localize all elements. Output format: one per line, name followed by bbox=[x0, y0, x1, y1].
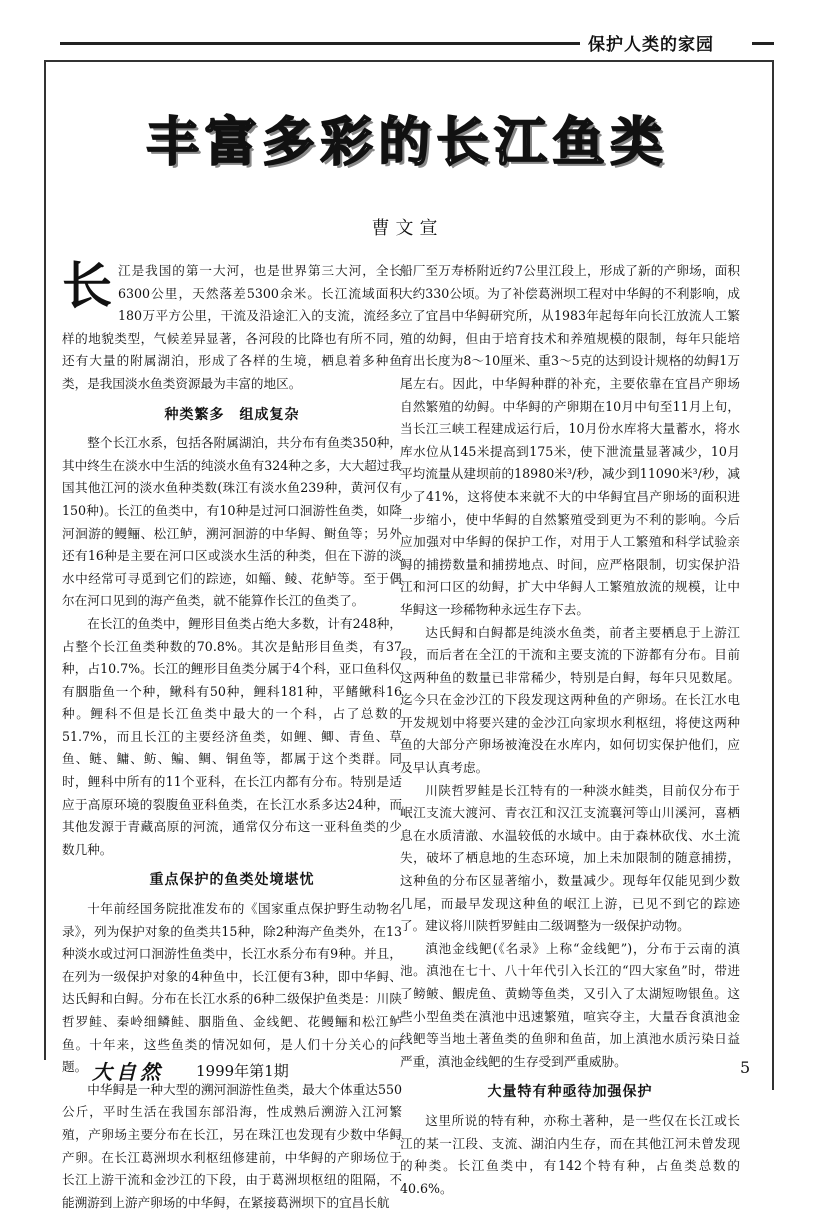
intro-paragraph bbox=[62, 256, 402, 396]
page-number: 5 bbox=[740, 1058, 751, 1077]
intro-text: 江是我国的第一大河，也是世界第三大河，全长6300公里，天然落差5300余米。长江流域面积180万平方公里，干流及沿途汇入的支流，流经多样的地貌类型，气候差异显著，各河段的比降也有所不同，还有大量的附属湖泊，形成了各样的生境，栖息着多种鱼类，是我国淡水鱼类资源最为丰富的地区。 bbox=[62, 263, 402, 391]
right-column bbox=[400, 260, 740, 1200]
section-tag: 保护人类的家园 bbox=[588, 35, 714, 55]
section-heading-1: 种类繁多 组成复杂 bbox=[164, 406, 300, 423]
issue-label: 1999年第1期 bbox=[196, 1062, 289, 1080]
section-heading-2: 重点保护的鱼类处境堪忧 bbox=[149, 872, 315, 889]
body-paragraph-continued bbox=[400, 260, 740, 622]
sturgeon-paragraph-start: 中华鲟是一种大型的溯河洄游性鱼类，最大个体重达550公斤，平时生活在我国东部沿海，性成熟后溯游入江河繁殖，产卵场主要分布在长江，另在珠江也发现有少数中华鲟产卵。在长江葛洲坝水利枢纽修建前，中华鲟的产卵场位于长江上游干流和金沙江的下段，由于葛洲坝枢纽的阻隔，不能溯游到上游产卵场的中华鲟，在紧接葛洲坝下的宜昌长航 bbox=[62, 1081, 402, 1210]
sturgeon-paragraph-end: 船厂至万寿桥附近约7公里江段上，形成了新的产卵场，面积大约330公顷。为了补偿葛洲坝工程对中华鲟的不利影响，成立了宜昌中华鲟研究所，从1983年起每年向长江放流人工繁殖的幼鲟，但由于培育技术和养殖规模的限制，每年只能培育出长度为8～10厘米、重3～5克的达到设计规格的幼鲟1万尾左右。因此，中华鲟种群的补充，主要依靠在宜昌产卵场自然繁殖的幼鲟。中华鲟的产卵期在10月中旬至11月上旬，当长江三峡工程建成运行后，10月份水库将大量蓄水，将水库水位从145米提高到175米，使下泄流量显著减少，10月平均流量从建坝前的18980米³/秒，减少到11090米³/秒，减少了41%，这将使本来就不大的中华鲟宜昌产卵场的面积进一步缩小，使中华鲟的自然繁殖受到更为不利的影响。今后应加强对中华鲟的保护工作，对用于人工繁殖和科学试验亲鲟的捕捞数量和捕捞地点、时间，应严格限制，切实保护沿江和河口区的幼鲟，扩大中华鲟人工繁殖放流的规模，让中华鲟这一珍稀物种永远生存下去。 bbox=[400, 263, 740, 617]
body-paragraph: 整个长江水系，包括各附属湖泊，共分布有鱼类350种，其中终生在淡水中生活的纯淡水鱼有324种之多，大大超过我国其他江河的淡水鱼种类数(珠江有淡水鱼239种，黄河仅有150种)。长江的鱼类中，有10种是过河口洄游性鱼类，如降河洄游的鳗鲡、松江鲈，溯河洄游的中华鲟、鲥鱼等；另外还有16种是主要在河口区或淡水生活的种类，但在下游的淡水中经常可寻觅到它们的踪迹，如鲻、鲮、花鲈等。至于偶尔在河口见到的海产鱼类，就不能算作长江的鱼类了。 bbox=[62, 435, 402, 609]
body-paragraph: 川陕哲罗鲑是长江特有的一种淡水鲑类，目前仅分布于岷江支流大渡河、青衣江和汉江支流襄河等山川溪河，喜栖息在水质清澈、水温较低的水域中。由于森林砍伐、水土流失，破坏了栖息地的生态环境，加上未加限制的随意捕捞，这种鱼的分布区显著缩小，数量减少。现每年仅能见到少数几尾，而最早发现这种鱼的岷江上游，已见不到它的踪迹了。建议将川陕哲罗鲑由二级调整为一级保护动物。 bbox=[400, 782, 740, 934]
body-paragraph: 这里所说的特有种，亦称土著种，是一些仅在长江或长江的某一江段、支流、湖泊内生存，而在其他江河未曾发现的种类。长江鱼类中，有142个特有种，占鱼类总数的40.6%。 bbox=[400, 1112, 740, 1196]
article-author: 曹文宣 bbox=[371, 218, 444, 239]
frame-left bbox=[44, 60, 46, 1060]
article-title: 丰富多彩的长江鱼类 bbox=[146, 113, 669, 173]
body-paragraph: 十年前经国务院批准发布的《国家重点保护野生动物名录》，列为保护对象的鱼类共15种，除2种海产鱼类外，在13种淡水或过河口洄游性鱼类中，长江水系分布有9种。并且，在列为一级保护对象的4种鱼中，长江便有3种，即中华鲟、达氏鲟和白鲟。分布在长江水系的6种二级保护鱼类是：川陕哲罗鲑、秦岭细鳞鲑、胭脂鱼、金线鲃、花鳗鲡和松江鲈鱼。十年来，这些鱼类的情况如何，是人们十分关心的问题。 bbox=[62, 901, 402, 1075]
section-heading-3: 大量特有种亟待加强保护 bbox=[487, 1084, 653, 1101]
body-paragraph bbox=[62, 1079, 402, 1214]
body-paragraph: 达氏鲟和白鲟都是纯淡水鱼类，前者主要栖息于上游江段，而后者在全江的干流和主要支流的下游都有分布。目前这两种鱼的数量已非常稀少，特别是白鲟，每年只见数尾。迄今只在金沙江的下段发现这两种鱼的产卵场。在长江水电开发规划中将要兴建的金沙江向家坝水利枢纽，将使这两种鱼的大部分产卵场被淹没在水库内，如何切实保护他们，应及早认真考虑。 bbox=[400, 624, 740, 776]
drop-cap: 长 bbox=[62, 256, 112, 315]
header-rule-end bbox=[752, 42, 774, 45]
frame-top bbox=[44, 60, 774, 62]
header-rule bbox=[60, 42, 580, 45]
magazine-name: 大自然 bbox=[92, 1060, 164, 1084]
body-paragraph: 在长江的鱼类中，鲤形目鱼类占绝大多数，计有248种，占整个长江鱼类种数的70.8%。其次是鲇形目鱼类，有37种，占10.7%。长江的鲤形目鱼类分属于4个科，亚口鱼科仅有胭脂鱼一个种，鳅科有50种，鲤科181种，平鳍鳅科16种。鲤科不但是长江鱼类中最大的一个科，占了总数的51.7%，而且长江的主要经济鱼类，如鲤、鲫、青鱼、草鱼、鲢、鳙、鲂、鳊、鲷、铜鱼等，都属于这个类群。同时，鲤科中所有的11个亚科，在长江内都有分布。特别是适应于高原环境的裂腹鱼亚科鱼类，在长江水系多达24种，而其他发源于青藏高原的河流，通常仅分布这一亚科鱼类的少数几种。 bbox=[62, 615, 402, 857]
body-paragraph: 滇池金线鲃(《名录》上称“金线鲃”)，分布于云南的滇池。滇池在七十、八十年代引入长江的“四大家鱼”时，带进了鳑鲏、鰕虎鱼、黄蚴等鱼类，又引入了太湖短吻银鱼。这些小型鱼类在滇池中迅速繁殖，喧宾夺主，大量吞食滇池金线鲃等当地土著鱼类的鱼卵和鱼苗，加上滇池水质污染日益严重，滇池金线鲃的生存受到严重威胁。 bbox=[400, 940, 740, 1069]
